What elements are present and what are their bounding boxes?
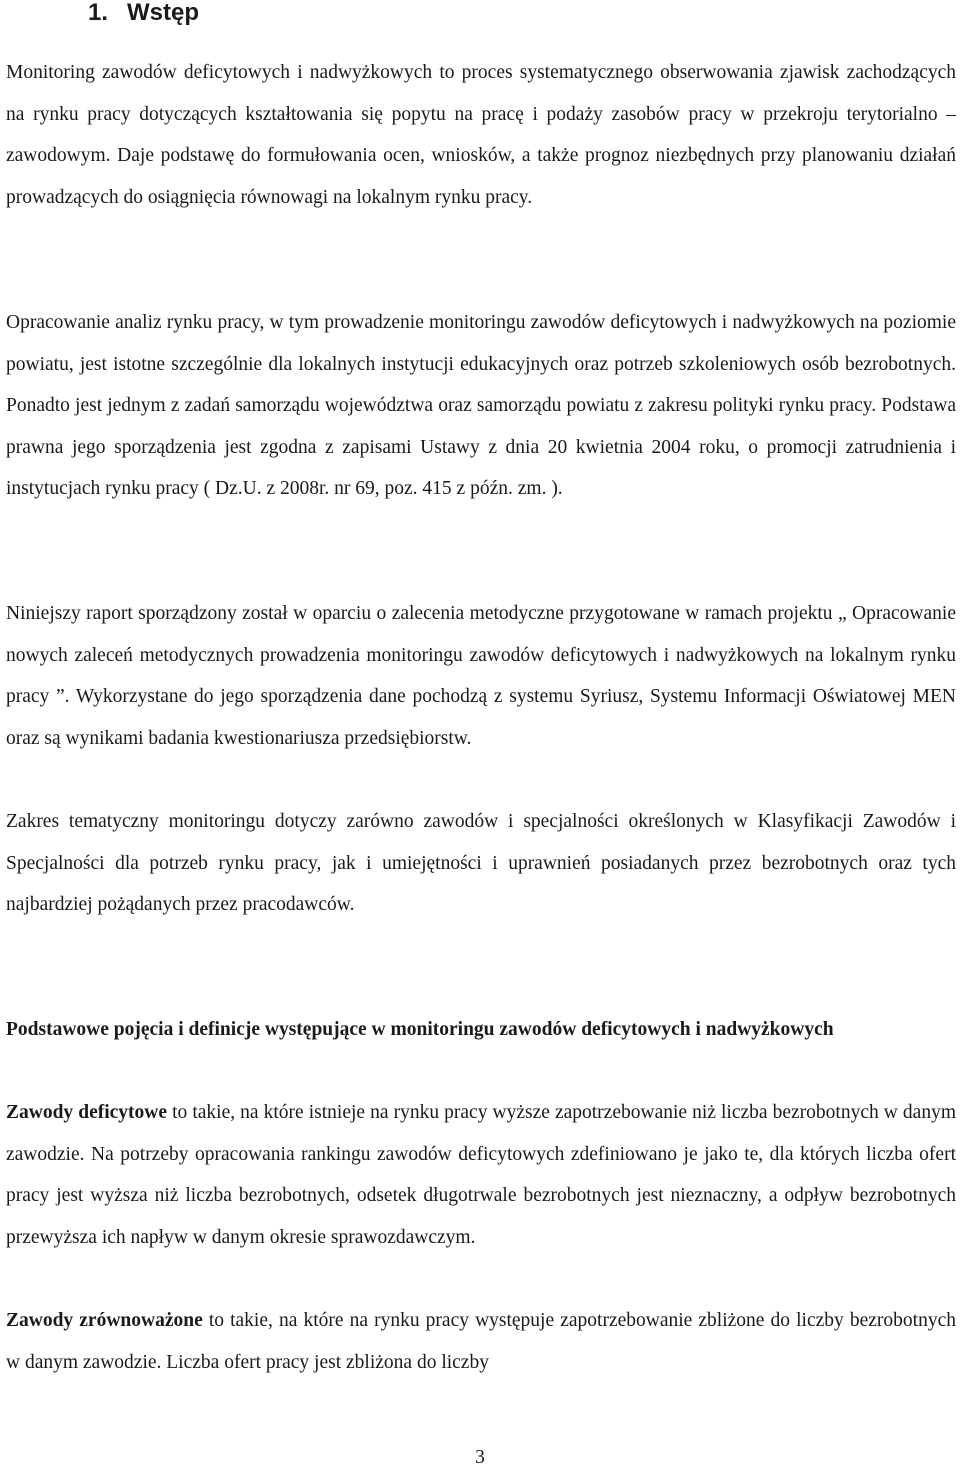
page-number: 3 <box>475 1447 485 1468</box>
definition-term: Zawody deficytowe <box>6 1102 168 1123</box>
definition-term: Zawody zrównoważone <box>6 1310 203 1331</box>
section-title: Wstęp <box>127 0 199 26</box>
section-heading <box>0 0 960 26</box>
definition-deficit-occupations <box>6 1092 956 1258</box>
section-number: 1. <box>88 0 109 26</box>
intro-paragraph: Monitoring zawodów deficytowych i nadwyżkowych to proces systematycznego obserwowania zjawisk zachodzących na rynku pracy dotyczących kształtowania się popytu na pracę i podaży zasobów pracy w przekroju terytorialno – zawodowym. Daje podstawę do formułowania ocen, wniosków, a także prognoz niezbędnych przy planowaniu działań prowadzących do osiągnięcia równowagi na lokalnym rynku pracy. <box>6 62 956 208</box>
definitions-heading: Podstawowe pojęcia i definicje występujące w monitoringu zawodów deficytowych i nadwyżkowych <box>6 1019 834 1040</box>
definition-balanced-occupations <box>6 1300 956 1383</box>
definition-text: to takie, na które istnieje na rynku pracy wyższe zapotrzebowanie niż liczba bezrobotnych w danym zawodzie. Na potrzeby opracowania rankingu zawodów deficytowych zdefiniowano je jako te, dla których liczba ofert pracy jest wyższa niż liczba bezrobotnych, odsetek długotrwale bezrobotnych jest nieznaczny, a odpływ bezrobotnych przewyższa ich napływ w danym okresie sprawozdawczym. <box>6 1102 956 1248</box>
definition-text: to takie, na które na rynku pracy występuje zapotrzebowanie zbliżone do liczby bezrobotnych w danym zawodzie. Liczba ofert pracy jest zbliżona do liczby <box>6 1310 956 1373</box>
report-basis-paragraph: Niniejszy raport sporządzony został w oparciu o zalecenia metodyczne przygotowane w ramach projektu „ Opracowanie nowych zaleceń metodycznych prowadzenia monitoringu zawodów deficytowych i nadwyżkowych na lokalnym rynku pracy ”. Wykorzystane do jego sporządzenia dane pochodzą z systemu Syriusz, Systemu Informacji Oświatowej MEN oraz są wynikami badania kwestionariusza przedsiębiorstw. <box>6 603 956 749</box>
scope-paragraph: Zakres tematyczny monitoringu dotyczy zarówno zawodów i specjalności określonych w Klasyfikacji Zawodów i Specjalności dla potrzeb rynku pracy, jak i umiejętności i uprawnień posiadanych przez bezrobotnych oraz tych najbardziej pożądanych przez pracodawców. <box>6 811 956 916</box>
analysis-paragraph: Opracowanie analiz rynku pracy, w tym prowadzenie monitoringu zawodów deficytowych i nadwyżkowych na poziomie powiatu, jest istotne szczególnie dla lokalnych instytucji edukacyjnych oraz potrzeb szkoleniowych osób bezrobotnych. Ponadto jest jednym z zadań samorządu województwa oraz samorządu powiatu z zakresu polityki rynku pracy. Podstawa prawna jego sporządzenia jest zgodna z zapisami Ustawy z dnia 20 kwietnia 2004 roku, o promocji zatrudnienia i instytucjach rynku pracy ( Dz.U. z 2008r. nr 69, poz. 415 z późn. zm. ). <box>6 312 956 500</box>
